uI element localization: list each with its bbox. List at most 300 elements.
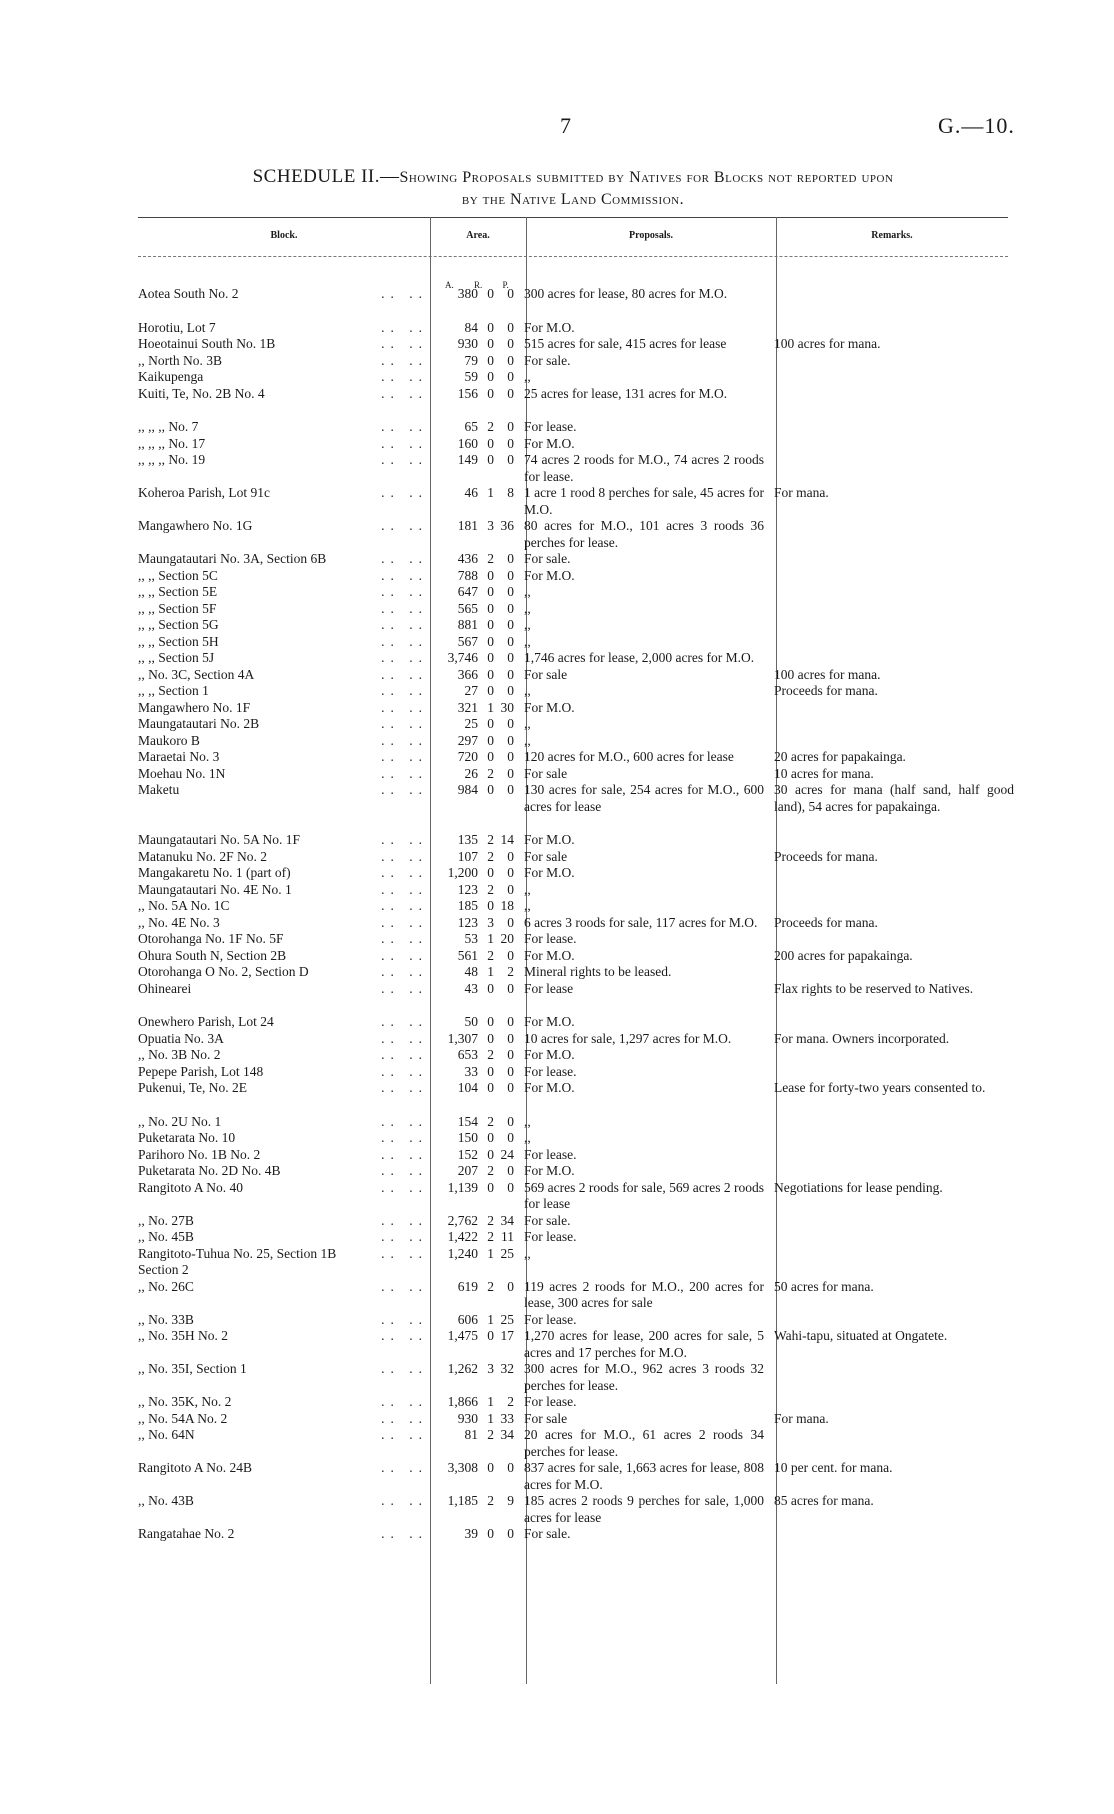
- leader-dots: .. ..: [377, 1229, 428, 1246]
- remark: For mana. Owners incorporated.: [774, 1030, 950, 1046]
- area-perches: 0: [507, 1130, 514, 1145]
- area-roods: 0: [487, 716, 494, 731]
- area-acres: 181: [457, 518, 478, 533]
- leader-dots: .. ..: [377, 915, 428, 932]
- remark: [764, 1163, 1014, 1180]
- table-row: [138, 1493, 1014, 1526]
- proposal: 130 acres for sale, 254 acres for M.O., 600 acres for lease: [524, 782, 764, 814]
- block-name: Rangitoto-Tuhua No. 25, Section 1B: [138, 1246, 339, 1261]
- leader-dots: .. ..: [377, 518, 428, 535]
- block-name: Mangakaretu No. 1 (part of): [138, 865, 294, 880]
- remark: [764, 964, 1014, 981]
- table-row: [138, 865, 1014, 882]
- remark: Flax rights to be reserved to Natives.: [774, 980, 974, 996]
- table-row: [138, 981, 1014, 998]
- area-roods: 0: [487, 633, 494, 649]
- proposal: For sale: [524, 1410, 568, 1426]
- table-row: [138, 716, 1014, 733]
- area-roods: 0: [487, 567, 494, 583]
- remark: 20 acres for papakainga.: [774, 749, 906, 764]
- area-perches: 14: [500, 832, 514, 847]
- area-acres: 135: [457, 832, 478, 847]
- leader-dots: .. ..: [377, 436, 428, 453]
- remark: [764, 700, 1014, 717]
- table-row: [138, 1047, 1014, 1064]
- block-name: Moehau No. 1N: [138, 766, 228, 781]
- title-line2: by the Native Land Commission.: [461, 191, 685, 208]
- proposal: For M.O.: [524, 832, 575, 847]
- table-row: [138, 964, 1014, 981]
- proposal: For M.O.: [524, 1163, 575, 1178]
- area-perches: 33: [500, 1410, 514, 1426]
- area-acres: 39: [464, 1526, 478, 1541]
- area-acres: 297: [457, 732, 478, 748]
- table-row: [138, 436, 1014, 453]
- table-row: [138, 683, 1014, 700]
- block-name: Rangatahae No. 2: [138, 1526, 237, 1541]
- area-roods: 2: [487, 765, 494, 781]
- proposal: Mineral rights to be leased.: [524, 964, 672, 979]
- remark: [764, 369, 1014, 386]
- block-name: Mangawhero No. 1G: [138, 518, 255, 533]
- block-name: ,, No. 64N: [138, 1427, 198, 1442]
- remark: [764, 1312, 1014, 1329]
- block-name: Rangitoto A No. 24B: [138, 1460, 255, 1475]
- proposal: ,,: [524, 633, 531, 649]
- area-roods: 3: [487, 518, 494, 533]
- remark: Negotiations for lease pending.: [774, 1179, 943, 1195]
- area-acres: 606: [457, 1311, 478, 1327]
- proposal: ,,: [524, 1245, 531, 1261]
- block-name: Opuatia No. 3A: [138, 1031, 227, 1046]
- area-perches: 0: [507, 1113, 514, 1129]
- block-name: Ohura South N, Section 2B: [138, 948, 289, 963]
- area-perches: 0: [507, 716, 514, 731]
- leader-dots: .. ..: [377, 601, 428, 618]
- area-roods: 2: [487, 1163, 494, 1178]
- table-row: [138, 485, 1014, 518]
- area-perches: 0: [507, 600, 514, 616]
- area-roods: 0: [487, 1328, 494, 1343]
- area-roods: 0: [487, 385, 494, 401]
- area-perches: 8: [507, 485, 514, 500]
- area-acres: 107: [457, 848, 478, 864]
- area-roods: 2: [487, 848, 494, 864]
- area-perches: [494, 1262, 514, 1279]
- schedule-table: [138, 286, 1014, 1543]
- block-name: ,, No. 35H No. 2: [138, 1328, 231, 1343]
- remark: 85 acres for mana.: [774, 1493, 874, 1508]
- table-row: [138, 1130, 1014, 1147]
- table-row: [138, 882, 1014, 899]
- proposal: For M.O.: [524, 1014, 575, 1029]
- proposal: 1,746 acres for lease, 2,000 acres for M.O.: [524, 650, 755, 665]
- table-row: [138, 1064, 1014, 1081]
- leader-dots: .. ..: [377, 353, 428, 370]
- remark: [764, 1130, 1014, 1147]
- area-perches: 0: [507, 352, 514, 368]
- proposal: 837 acres for sale, 1,663 acres for lease, 808 acres for M.O.: [524, 1460, 764, 1492]
- remark: 10 acres for mana.: [774, 765, 874, 781]
- leader-dots: .. ..: [377, 964, 428, 981]
- area-roods: 0: [487, 1030, 494, 1046]
- leader-dots: .. ..: [377, 1526, 428, 1543]
- table-row: [138, 1460, 1014, 1493]
- table-row: [138, 667, 1014, 684]
- table-row: [138, 1097, 1014, 1131]
- area-roods: 0: [487, 749, 494, 764]
- table-row: [138, 601, 1014, 618]
- area-roods: 1: [487, 931, 494, 946]
- area-perches: 0: [507, 1526, 514, 1541]
- remark: [764, 997, 1014, 1031]
- leader-dots: .. ..: [377, 1080, 428, 1097]
- area-roods: 0: [487, 319, 494, 335]
- area-perches: 0: [507, 1179, 514, 1195]
- remark: [764, 518, 1014, 551]
- area-roods: 0: [487, 286, 494, 301]
- table-row: [138, 1411, 1014, 1428]
- table-row: [138, 518, 1014, 551]
- proposal: For sale.: [524, 352, 571, 368]
- remark: Proceeds for mana.: [774, 848, 878, 864]
- header-proposals: Proposals.: [629, 230, 673, 241]
- area-roods: 0: [487, 865, 494, 880]
- area-perches: 2: [507, 1394, 514, 1409]
- area-roods: 3: [487, 1361, 494, 1376]
- area-acres: 48: [464, 964, 478, 979]
- area-roods: 0: [487, 1460, 494, 1475]
- block-name: Ohinearei: [138, 981, 194, 996]
- block-name: Aotea South No. 2: [138, 286, 242, 301]
- leader-dots: .. ..: [377, 1312, 428, 1329]
- proposal: For lease.: [524, 1311, 577, 1327]
- area-perches: 2: [507, 964, 514, 979]
- area-perches: 0: [507, 369, 514, 384]
- leader-dots: .. ..: [377, 1163, 428, 1180]
- proposal: 569 acres 2 roods for sale, 569 acres 2 roods for lease: [524, 1179, 764, 1211]
- block-name: ,, No. 5A No. 1C: [138, 898, 233, 913]
- block-name: ,, No. 4E No. 3: [138, 915, 223, 930]
- area-roods: 0: [487, 617, 494, 632]
- block-name: Parihoro No. 1B No. 2: [138, 1147, 263, 1162]
- remark: [764, 882, 1014, 899]
- block-name: ,, ,, Section 5J: [138, 650, 217, 665]
- leader-dots: .. ..: [377, 485, 428, 502]
- block-name: Maungatautari No. 4E No. 1: [138, 882, 295, 897]
- remark: 50 acres for mana.: [774, 1278, 874, 1294]
- proposal: 74 acres 2 roods for M.O., 74 acres 2 roods for lease.: [524, 452, 764, 484]
- area-acres: 123: [457, 914, 478, 930]
- table-row: [138, 369, 1014, 386]
- area-perches: 0: [507, 419, 514, 434]
- table-row: [138, 1229, 1014, 1246]
- area-acres: 26: [464, 765, 478, 781]
- leader-dots: .. ..: [377, 898, 428, 915]
- leader-dots: .. ..: [377, 568, 428, 585]
- area-acres: 1,185: [447, 1493, 478, 1508]
- area-perches: 34: [500, 1212, 514, 1228]
- block-name: Matanuku No. 2F No. 2: [138, 849, 270, 864]
- table-row: [138, 353, 1014, 370]
- area-roods: 2: [487, 1113, 494, 1129]
- area-perches: 34: [500, 1427, 514, 1442]
- proposal: 119 acres 2 roods for M.O., 200 acres for lease, 300 acres for sale: [524, 1278, 764, 1310]
- table-row: [138, 815, 1014, 849]
- proposal: ,,: [524, 584, 531, 599]
- block-name: ,, ,, ,, No. 17: [138, 436, 208, 451]
- area-acres: 1,475: [447, 1328, 478, 1343]
- area-roods: 0: [487, 1080, 494, 1095]
- leader-dots: .. ..: [377, 1064, 428, 1081]
- area-roods: 0: [487, 369, 494, 384]
- table-row: [138, 849, 1014, 866]
- leader-dots: .. ..: [377, 716, 428, 733]
- block-name: ,, ,, Section 5C: [138, 568, 221, 583]
- area-perches: 0: [507, 848, 514, 864]
- area-perches: 0: [507, 650, 514, 665]
- area-acres: 104: [457, 1080, 478, 1095]
- leader-dots: .. ..: [377, 1180, 428, 1197]
- header-block: Block.: [270, 230, 298, 241]
- remark: [764, 1394, 1014, 1411]
- leader-dots: .. ..: [377, 981, 428, 998]
- leader-dots: .. ..: [377, 849, 428, 866]
- area-acres: 653: [457, 1047, 478, 1062]
- area-acres: [434, 1262, 478, 1279]
- area-perches: 0: [507, 1030, 514, 1046]
- proposal: For M.O.: [524, 1047, 575, 1062]
- leader-dots: .. ..: [377, 551, 428, 568]
- proposal: ,,: [524, 881, 531, 897]
- remark: [764, 1229, 1014, 1246]
- block-name: ,, No. 2U No. 1: [138, 1114, 224, 1129]
- header-remarks: Remarks.: [871, 230, 913, 241]
- remark: 30 acres for mana (half sand, half good land), 54 acres for papakainga.: [774, 782, 1014, 814]
- area-roods: 0: [487, 600, 494, 616]
- area-roods: 0: [487, 732, 494, 748]
- remark: Wahi-tapu, situated at Ongatete.: [774, 1328, 948, 1343]
- area-roods: 0: [487, 1014, 494, 1029]
- table-row: [138, 1279, 1014, 1312]
- remark: [764, 650, 1014, 667]
- table-row: [138, 1213, 1014, 1230]
- area-roods: 1: [487, 1410, 494, 1426]
- proposal: ,,: [524, 683, 531, 698]
- proposal: 1 acre 1 rood 8 perches for sale, 45 acres for M.O.: [524, 485, 764, 517]
- block-name: ,, No. 43B: [138, 1493, 197, 1508]
- table-row: [138, 1328, 1014, 1361]
- proposal: For lease.: [524, 1063, 577, 1079]
- area-roods: 1: [487, 1311, 494, 1327]
- area-roods: 0: [487, 898, 494, 913]
- block-name: Kaikupenga: [138, 369, 206, 384]
- area-acres: 3,308: [447, 1460, 478, 1475]
- area-roods: 2: [487, 1047, 494, 1062]
- area-roods: 1: [487, 1245, 494, 1261]
- table-row: [138, 617, 1014, 634]
- table-row: [138, 931, 1014, 948]
- area-perches: 25: [500, 1311, 514, 1327]
- table-row: [138, 1246, 1014, 1263]
- block-name: ,, ,, ,, No. 19: [138, 452, 208, 467]
- leader-dots: .. ..: [377, 1328, 428, 1345]
- area-perches: 0: [507, 1460, 514, 1475]
- area-roods: 0: [487, 1146, 494, 1162]
- area-roods: 2: [487, 832, 494, 847]
- area-roods: 0: [487, 782, 494, 797]
- proposal: For M.O.: [524, 1080, 575, 1095]
- proposal: ,,: [524, 369, 531, 384]
- area-roods: 2: [487, 1229, 494, 1244]
- area-acres: 152: [457, 1146, 478, 1162]
- block-name: Rangitoto A No. 40: [138, 1180, 246, 1195]
- table-row: [138, 1080, 1014, 1097]
- area-roods: 0: [487, 1063, 494, 1079]
- remark: [764, 865, 1014, 882]
- area-roods: 0: [487, 584, 494, 599]
- block-name: ,, No. 35I, Section 1: [138, 1361, 250, 1376]
- area-perches: 0: [507, 584, 514, 599]
- area-perches: 9: [507, 1493, 514, 1508]
- area-roods: 0: [487, 1526, 494, 1541]
- area-perches: 30: [500, 699, 514, 715]
- proposal: 515 acres for sale, 415 acres for lease: [524, 336, 727, 351]
- proposal: For sale: [524, 765, 568, 781]
- block-name: ,, No. 54A No. 2: [138, 1411, 230, 1426]
- area-perches: 0: [507, 782, 514, 797]
- remark: [764, 1097, 1014, 1131]
- area-perches: 24: [500, 1146, 514, 1162]
- table-row: [138, 568, 1014, 585]
- area-roods: 1: [487, 964, 494, 979]
- remark: [764, 1526, 1014, 1543]
- leader-dots: .. ..: [377, 584, 428, 601]
- remark: [764, 1361, 1014, 1394]
- leader-dots: .. ..: [377, 1213, 428, 1230]
- proposal: 300 acres for M.O., 962 acres 3 roods 32 perches for lease.: [524, 1361, 764, 1393]
- table-row: [138, 1147, 1014, 1164]
- leader-dots: .. ..: [377, 1411, 428, 1428]
- area-acres: 1,307: [447, 1030, 478, 1046]
- block-name: Section 2: [138, 1262, 192, 1277]
- proposal: ,,: [524, 600, 531, 616]
- area-acres: 561: [457, 947, 478, 963]
- block-name: Maungatautari No. 3A, Section 6B: [138, 551, 329, 566]
- area-acres: 1,200: [447, 865, 478, 880]
- block-name: ,, ,, Section 1: [138, 683, 212, 698]
- table-row: [138, 336, 1014, 353]
- area-perches: 0: [507, 551, 514, 566]
- block-name: Pepepe Parish, Lot 148: [138, 1064, 266, 1079]
- leader-dots: .. ..: [377, 369, 428, 386]
- area-units: A. R. P.: [445, 280, 509, 290]
- proposal: 80 acres for M.O., 101 acres 3 roods 36 perches for lease.: [524, 518, 764, 550]
- area-perches: 0: [507, 319, 514, 335]
- block-name: Maukoro B: [138, 733, 203, 748]
- leader-dots: .. ..: [377, 1147, 428, 1164]
- block-name: ,, No. 27B: [138, 1213, 197, 1228]
- block-name: ,, No. 3B No. 2: [138, 1047, 224, 1062]
- proposal: For lease.: [524, 419, 577, 434]
- area-perches: 0: [507, 914, 514, 930]
- remark: [764, 402, 1014, 436]
- area-acres: 185: [457, 898, 478, 913]
- area-acres: 25: [464, 716, 478, 731]
- area-roods: 2: [487, 419, 494, 434]
- area-perches: 0: [507, 947, 514, 963]
- block-name: ,, No. 26C: [138, 1279, 197, 1294]
- area-acres: 436: [457, 551, 478, 566]
- remark: [764, 386, 1014, 403]
- area-roods: 0: [487, 452, 494, 467]
- proposal: 120 acres for M.O., 600 acres for lease: [524, 749, 734, 764]
- leader-dots: .. ..: [377, 1130, 428, 1147]
- block-name: Maraetai No. 3: [138, 749, 222, 764]
- remark: [764, 286, 1014, 303]
- area-perches: 0: [507, 881, 514, 897]
- area-perches: 0: [507, 286, 514, 301]
- leader-dots: .. ..: [377, 419, 428, 436]
- leader-dots: .. ..: [377, 452, 428, 469]
- header-rule: [138, 256, 1008, 257]
- block-name: ,, No. 33B: [138, 1312, 197, 1327]
- table-row: [138, 634, 1014, 651]
- leader-dots: .. ..: [377, 286, 428, 303]
- area-acres: 79: [464, 352, 478, 368]
- area-perches: 0: [507, 1278, 514, 1294]
- table-row: [138, 898, 1014, 915]
- area-acres: 149: [457, 452, 478, 467]
- block-name: Kuiti, Te, No. 2B No. 4: [138, 386, 268, 401]
- remark: [764, 303, 1014, 337]
- remark: [764, 898, 1014, 915]
- area-roods: 1: [487, 485, 494, 500]
- leader-dots: .. ..: [377, 1394, 428, 1411]
- remark: For mana.: [774, 1410, 829, 1426]
- leader-dots: .. ..: [377, 700, 428, 717]
- table-row: [138, 1361, 1014, 1394]
- block-name: Onewhero Parish, Lot 24: [138, 1014, 277, 1029]
- leader-dots: .. ..: [377, 1047, 428, 1064]
- area-acres: 1,262: [447, 1361, 478, 1376]
- leader-dots: .. ..: [377, 948, 428, 965]
- area-acres: 720: [457, 749, 478, 764]
- proposal: [520, 1262, 764, 1279]
- remark: [764, 1246, 1014, 1263]
- remark: 100 acres for mana.: [774, 336, 881, 351]
- leader-dots: .. ..: [377, 683, 428, 700]
- leader-dots: .. ..: [377, 667, 428, 684]
- table-row: [138, 650, 1014, 667]
- area-perches: 0: [507, 1047, 514, 1062]
- table-row: [138, 1526, 1014, 1543]
- area-acres: 1,240: [447, 1245, 478, 1261]
- area-perches: 36: [500, 518, 514, 533]
- proposal: For sale.: [524, 551, 571, 566]
- area-acres: 2,762: [447, 1212, 478, 1228]
- proposal: ,,: [524, 732, 531, 748]
- area-acres: 380: [457, 286, 478, 301]
- area-perches: 0: [507, 732, 514, 748]
- leader-dots: .. ..: [377, 766, 428, 783]
- proposal: ,,: [524, 898, 531, 913]
- area-perches: 18: [500, 898, 514, 913]
- area-acres: 156: [457, 385, 478, 401]
- block-name: Maungatautari No. 5A No. 1F: [138, 832, 303, 847]
- area-roods: 0: [487, 980, 494, 996]
- area-perches: 32: [500, 1361, 514, 1376]
